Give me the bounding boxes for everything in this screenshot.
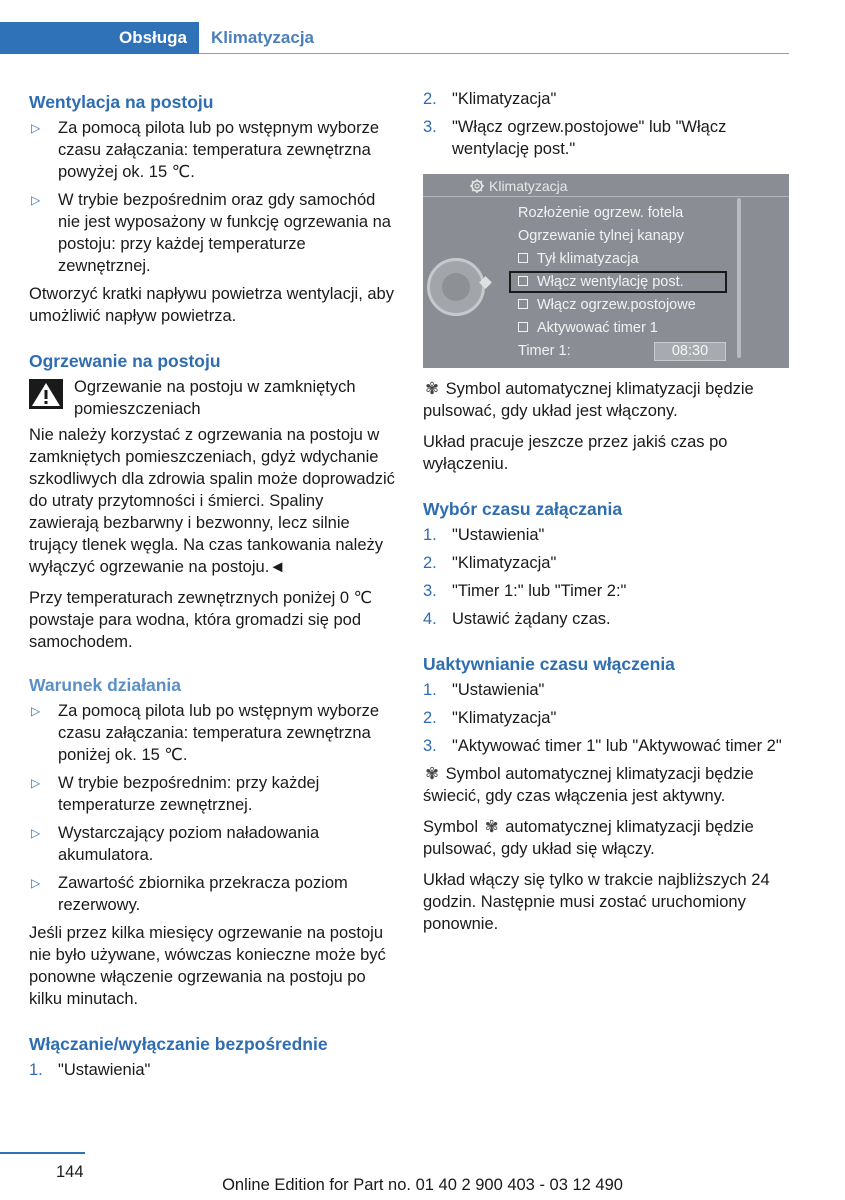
list-item: 2. "Klimatyzacja"	[423, 709, 557, 727]
paragraph: Przy temperaturach zewnętrznych poniżej 0 ℃ powstaje para wodna, która gromadzi się pod samochodem.	[29, 589, 373, 651]
paragraph: ✾ Symbol automatycznej klimatyzacji będzie świecić, gdy czas włączenia jest aktywny.	[423, 765, 754, 805]
heading-ventilation: Wentylacja na postoju	[29, 92, 214, 112]
fan-icon: ✾	[484, 818, 499, 836]
screen-title: Klimatyzacja	[489, 178, 568, 194]
list-item: 2. "Klimatyzacja"	[423, 554, 557, 572]
paragraph: ✾ Symbol automatycznej klimatyzacji będzie pulsować, gdy układ jest włączony.	[423, 380, 754, 420]
list-item: ▷ Za pomocą pilota lub po wstępnym wyborze czasu załączania: temperatura zewnętrzna powyżej ok. 15 ℃.	[31, 119, 379, 181]
screen-menu-item: Tył klimatyzacja	[518, 250, 639, 268]
fan-icon: ✾	[425, 380, 439, 398]
header-chapter-label: Klimatyzacja	[211, 28, 314, 47]
bullet-arrow-icon: ▷	[31, 776, 41, 790]
list-item: 1. "Ustawienia"	[29, 1061, 151, 1079]
list-item: 3. "Timer 1:" lub "Timer 2:"	[423, 582, 627, 600]
bullet-arrow-icon: ▷	[31, 704, 41, 718]
heading-select-time: Wybór czasu załączania	[423, 499, 623, 519]
warning-text: Nie należy korzystać z ogrzewania na postoju w zamkniętych pomieszczeniach, gdyż wdychanie szkodliwych dla zdrowia spalin może doprowadzić do utraty przytomności i śmierci. Spaliny zawierają bezbarwny i bezwonny, lecz silnie trujący tlenek węgla. Na czas tankowania należy wyłączyć ogrzewanie na postoju.◄	[29, 426, 395, 576]
header-section-tab	[0, 22, 199, 54]
list-item: 3. "Aktywować timer 1" lub "Aktywować timer 2"	[423, 737, 782, 755]
heading-direct-switching: Włączanie/wyłączanie bezpośrednie	[29, 1034, 328, 1054]
checkbox-icon	[518, 253, 528, 263]
bullet-arrow-icon: ▷	[31, 826, 41, 840]
screen-timer-label: Timer 1:	[518, 343, 571, 359]
edition-note: Online Edition for Part no. 01 40 2 900 403 - 03 12 490	[222, 1176, 623, 1194]
list-item: ▷ W trybie bezpośrednim oraz gdy samochód nie jest wyposażony w funkcję ogrzewania na postoju: przy każdej temperaturze zewnętrznej.	[31, 191, 391, 275]
controller-knob-icon	[427, 258, 485, 316]
list-item: ▷ Zawartość zbiornika przekracza poziom rezerwowy.	[31, 874, 348, 914]
list-item: ▷ Wystarczający poziom naładowania akumulatora.	[31, 824, 320, 864]
page-number: 144	[56, 1163, 84, 1181]
screen-menu-item: Włącz ogrzew.postojowe	[518, 296, 696, 314]
gear-icon	[469, 178, 485, 194]
screen-title-divider	[423, 196, 789, 197]
warning-title: Ogrzewanie na postoju w zamkniętych pomieszczeniach	[74, 378, 356, 418]
paragraph: Symbol ✾ automatycznej klimatyzacji będzie pulsować, gdy układ się włączy.	[423, 818, 754, 858]
list-item: 4. Ustawić żądany czas.	[423, 610, 611, 628]
footer-divider	[0, 1152, 85, 1154]
list-item: 1. "Ustawienia"	[423, 526, 545, 544]
list-item: 3. "Włącz ogrzew.postojowe" lub "Włącz wentylację post."	[423, 118, 727, 158]
header-section-label: Obsługa	[118, 28, 187, 47]
heading-operating-condition: Warunek działania	[29, 675, 182, 695]
list-item: 2. "Klimatyzacja"	[423, 90, 557, 108]
list-item: ▷ W trybie bezpośrednim: przy każdej temperaturze zewnętrznej.	[31, 774, 320, 814]
paragraph: Układ włączy się tylko w trakcie najbliższych 24 godzin. Następnie musi zostać uruchomiony ponownie.	[423, 871, 770, 933]
screen-menu-item: Aktywować timer 1	[518, 319, 658, 337]
idrive-screen-image	[423, 174, 789, 368]
header-divider	[199, 53, 789, 54]
screen-scrollbar	[737, 198, 741, 358]
paragraph: Jeśli przez kilka miesięcy ogrzewanie na postoju nie było używane, wówczas konieczne może być ponowne włączenie ogrzewania na postoju po kilku minutach.	[29, 924, 386, 1008]
screen-menu-item-selected: Włącz wentylację post.	[518, 273, 684, 291]
list-item: ▷ Za pomocą pilota lub po wstępnym wyborze czasu załączania: temperatura zewnętrzna poniżej ok. 15 ℃.	[31, 702, 379, 764]
screen-menu-item: Rozłożenie ogrzew. fotela	[518, 205, 684, 221]
paragraph: Otworzyć kratki napływu powietrza wentylacji, aby umożliwić napływ powietrza.	[29, 285, 394, 325]
list-item: 1. "Ustawienia"	[423, 681, 545, 699]
bullet-arrow-icon: ▷	[31, 121, 41, 135]
screen-timer-value: 08:30	[654, 342, 726, 361]
checkbox-icon	[518, 322, 528, 332]
fan-icon: ✾	[425, 765, 439, 783]
bullet-arrow-icon: ▷	[31, 876, 41, 890]
heading-activate-time: Uaktywnianie czasu włączenia	[423, 654, 675, 674]
left-column	[29, 88, 397, 1087]
warning-block	[29, 376, 397, 420]
warning-triangle-icon	[29, 379, 63, 409]
right-column	[423, 88, 791, 944]
paragraph: Układ pracuje jeszcze przez jakiś czas po wyłączeniu.	[423, 433, 728, 473]
screen-selection-frame	[509, 271, 727, 293]
checkbox-icon	[518, 299, 528, 309]
screen-menu-item: Ogrzewanie tylnej kanapy	[518, 228, 685, 244]
bullet-arrow-icon: ▷	[31, 193, 41, 207]
heading-parking-heater: Ogrzewanie na postoju	[29, 351, 221, 371]
